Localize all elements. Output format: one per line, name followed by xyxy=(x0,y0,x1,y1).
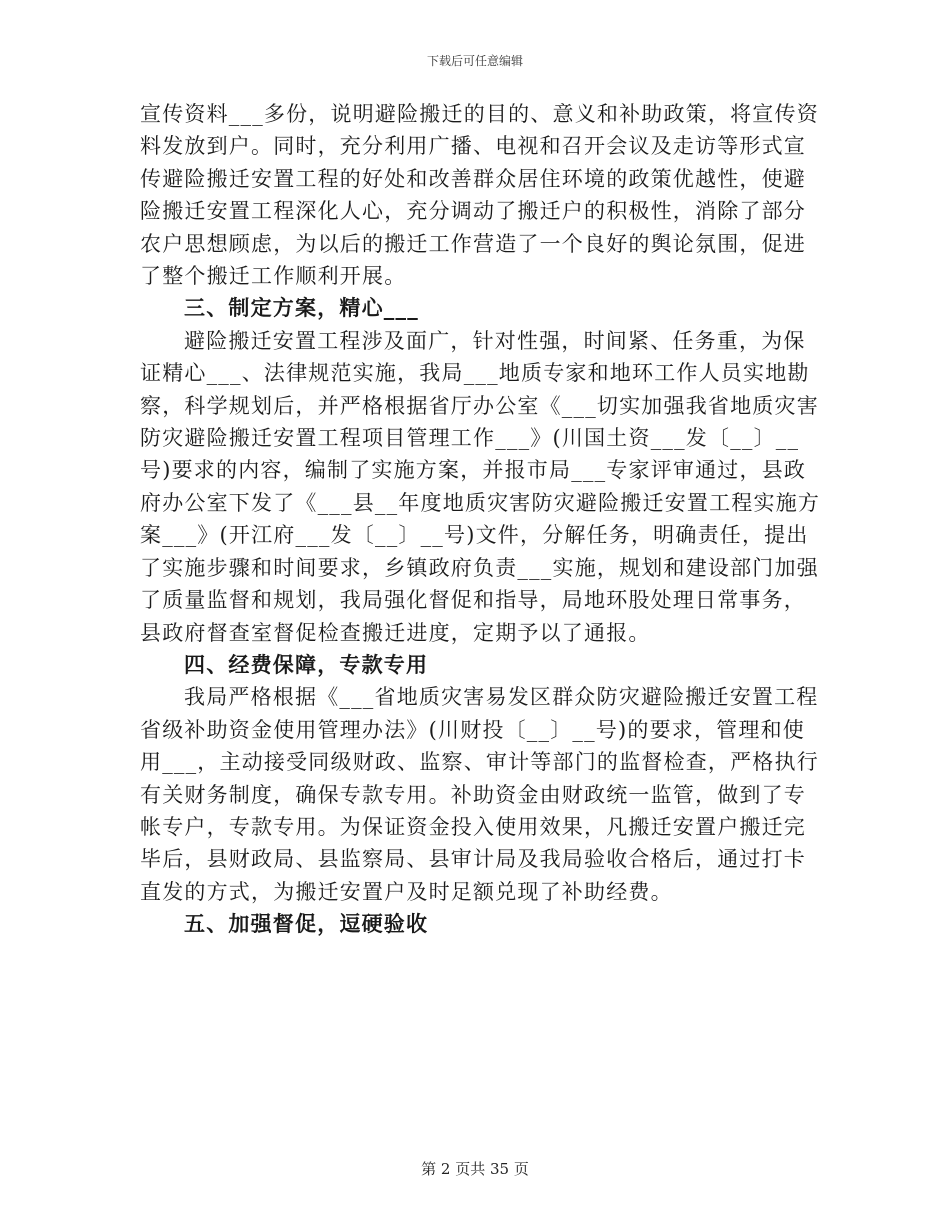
text-line: 农户思想顾虑，为以后的搬迁工作营造了一个良好的舆论氛围，促进 xyxy=(140,231,806,256)
text-line: 料发放到户。同时，充分利用广播、电视和召开会议及走访等形式宣 xyxy=(140,134,806,159)
text-line: 防灾避险搬迁安置工程项目管理工作___》(川国土资___发〔__〕__ xyxy=(140,426,800,451)
paragraph-plan xyxy=(140,325,821,649)
text-line: 证精心___、法律规范实施，我局___地质专家和地环工作人员实地勘 xyxy=(140,361,810,386)
text-line: 了质量监督和规划，我局强化督促和指导，局地环股处理日常事务， xyxy=(140,588,806,613)
paragraph-funding xyxy=(140,681,819,908)
document-body xyxy=(140,98,821,941)
text-line: 避险搬迁安置工程涉及面广，针对性强，时间紧、任务重，为保 xyxy=(184,328,806,353)
text-line: 省级补助资金使用管理办法》(川财投〔__〕__号)的要求，管理和使 xyxy=(140,717,805,742)
text-line: 县政府督查室督促检查搬迁进度，定期予以了通报。 xyxy=(140,620,651,645)
page-footer: 第 2 页共 35 页 xyxy=(421,1160,529,1178)
text-line: 传避险搬迁安置工程的好处和改善群众居住环境的政策优越性，使避 xyxy=(140,166,806,191)
text-line: 毕后，县财政局、县监察局、县审计局及我局验收合格后，通过打卡 xyxy=(140,847,806,872)
page-header: 下载后可任意编辑 xyxy=(426,54,523,68)
text-line: 宣传资料___多份，说明避险搬迁的目的、意义和补助政策，将宣传资 xyxy=(140,102,819,126)
text-line: 察，科学规划后，并严格根据省厅办公室《___切实加强我省地质灾害 xyxy=(140,393,819,418)
text-line: 案___》(开江府___发〔__〕__号)文件，分解任务，明确责任，提出 xyxy=(140,523,809,548)
section-heading-3: 三、制定方案，精心___ xyxy=(184,296,419,321)
text-line: 帐专户，专款专用。为保证资金投入使用效果，凡搬迁安置户搬迁完 xyxy=(140,814,806,839)
text-line: 了整个搬迁工作顺利开展。 xyxy=(140,264,407,289)
text-line: 险搬迁安置工程深化人心，充分调动了搬迁户的积极性，消除了部分 xyxy=(140,199,806,224)
text-line: 直发的方式，为搬迁安置户及时足额兑现了补助经费。 xyxy=(140,879,673,904)
text-line: 号)要求的内容，编制了实施方案，并报市局___专家评审通过，县政 xyxy=(140,458,807,483)
text-line: 用___，主动接受同级财政、监察、审计等部门的监督检查，严格执行 xyxy=(140,750,819,775)
section-heading-4: 四、经费保障，专款专用 xyxy=(184,652,429,677)
text-line: 有关财务制度，确保专款专用。补助资金由财政统一监管，做到了专 xyxy=(140,782,806,807)
section-heading-5: 五、加强督促，逗硬验收 xyxy=(184,912,429,937)
paragraph-publicity xyxy=(140,98,819,292)
text-line: 了实施步骤和时间要求，乡镇政府负责___实施，规划和建设部门加强 xyxy=(140,555,819,580)
text-line: 我局严格根据《___省地质灾害易发区群众防灾避险搬迁安置工程 xyxy=(184,685,819,710)
text-line: 府办公室下发了《___县__年度地质灾害防灾避险搬迁安置工程实施方 xyxy=(140,490,821,515)
